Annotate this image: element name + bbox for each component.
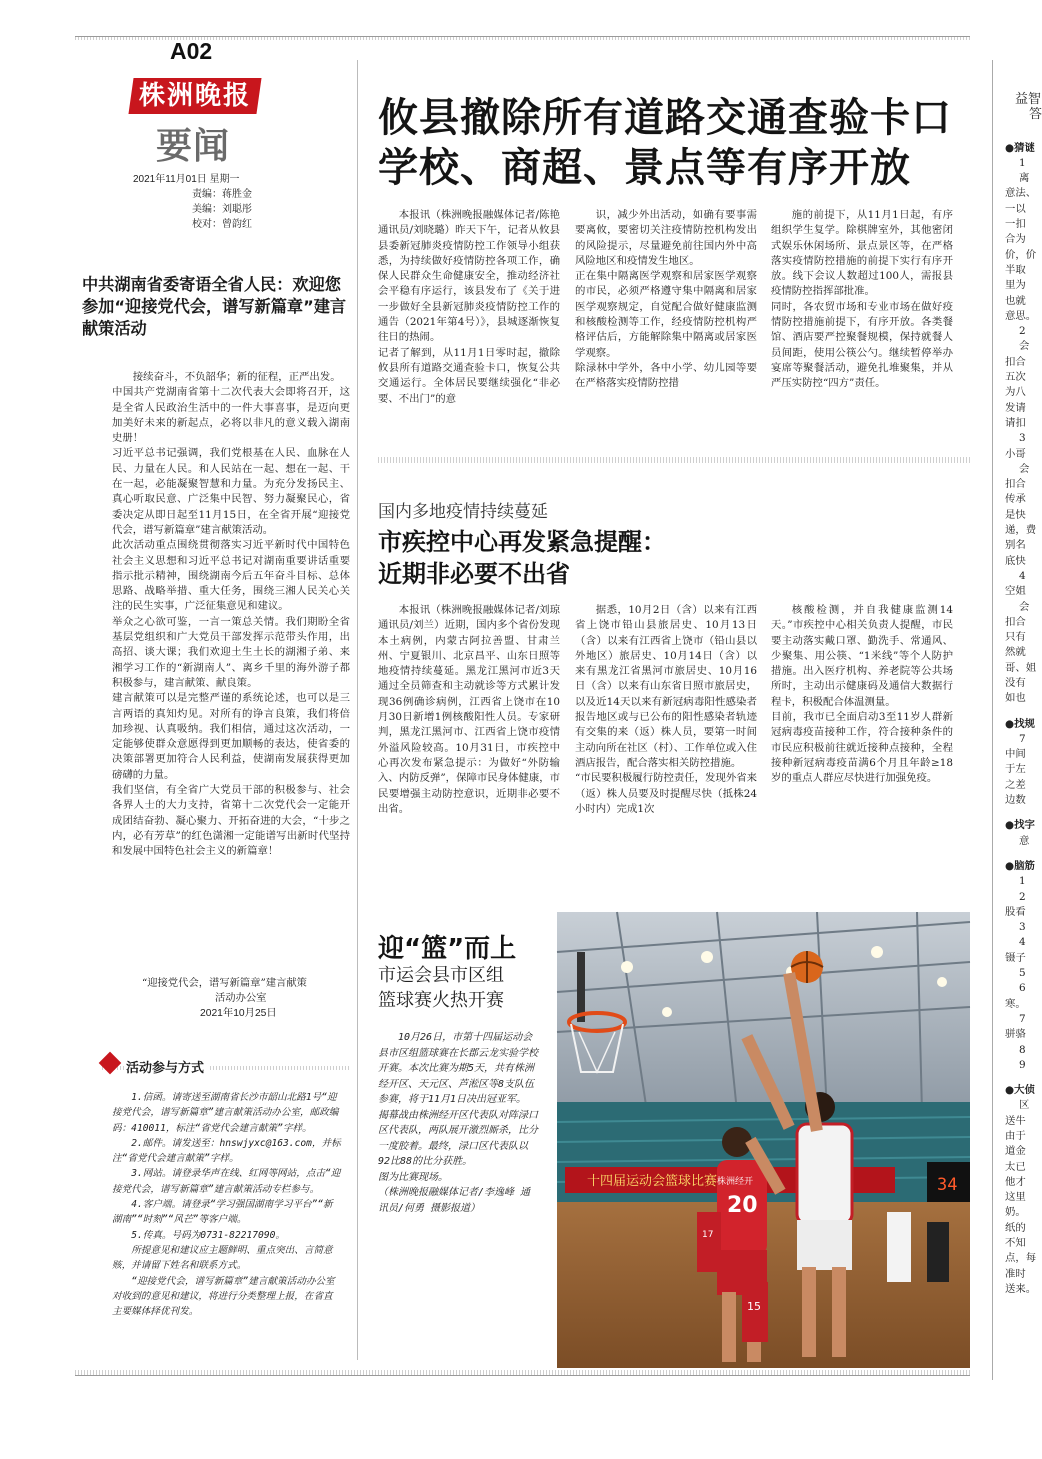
right-line: 没有 [1005, 676, 1026, 689]
right-line: 5 [1019, 967, 1026, 980]
cdc-text-2: 据悉，10月2日（含）以来有江西省上饶市铅山县旅居史、10月13日（含）以来有江西省上饶市（铅山县以外地区）旅居史、10月14日（含）以来有黑龙江省黑河市旅居史、10月16日（含）以来有山东省日照市旅居史，以及近14天以来有新冠病毒阳性感染者报告地区或与已公布的阳性感染者轨迹有交集的来（返）株人员，要第一时间主动向所在社区（村）、工作单位或入住酒店报告，配合落实相关防控措施。 “市民要积极履行防控责任，发现外省来（返）株人员要及时提醒尽快（抵株24小时内）完成1次 [575, 604, 757, 815]
cdc-col-1 [378, 603, 560, 863]
left-headline: 中共湖南省委寄语全省人民：欢迎您参加“迎接党代会，谱写新篇章”建言献策活动 [82, 275, 347, 338]
right-bullet-3: ●找字 [1005, 819, 1035, 832]
photo-scoreboard: 34 [937, 1175, 958, 1195]
right-line: 区 [1019, 1099, 1030, 1112]
right-line: 8 [1019, 1043, 1026, 1056]
basketball-subhead-2: 篮球赛火热开赛 [378, 990, 504, 1011]
right-line: 合为 [1005, 233, 1026, 246]
right-line: 不知 [1005, 1237, 1026, 1250]
right-line: 一以 [1005, 202, 1026, 215]
right-line: 准时 [1005, 1267, 1026, 1280]
cdc-text-3: 核酸检测，并自我健康监测14天。”市疾控中心相关负责人提醒，市民要主动落实戴口罩、勤洗手、常通风、少聚集、用公筷、“1米线”等个人防护措施。出入医疗机构、养老院等公共场所时，主动出示健康码及通信大数据行程卡，积极配合体温测量。 目前，我市已全面启动3至11岁人群新冠病毒疫苗接种工作，符合接种条件的市民应积极前往就近接种点接种，全程接种新冠病毒疫苗满6个月且年龄≥18岁的重点人群应尽快进行加强免疫。 [771, 604, 953, 785]
right-line: 他才 [1005, 1175, 1026, 1188]
photo-jersey-red-3: 15 [747, 1300, 761, 1313]
right-line: 寒。 [1005, 997, 1026, 1010]
right-line: 边数 [1005, 794, 1026, 807]
activity-item-3: 3.网站。请登录华声在线、红网等网站，点击“迎接党代会，谱写新篇章”建言献策活动专栏参与。 [112, 1168, 341, 1195]
basketball-credit: （株洲晚报融媒体记者/李逸峰 通讯员/何勇 摄影报道） [378, 1187, 531, 1214]
right-line: 2 [1019, 325, 1026, 338]
right-line: 中间 [1005, 748, 1026, 761]
lead-col-3 [771, 208, 953, 428]
right-line: 价，价 [1005, 248, 1037, 261]
right-line: 4 [1019, 936, 1026, 949]
right-line: 一扣 [1005, 218, 1026, 231]
right-line: 4 [1019, 569, 1026, 582]
proofreader: 校对：曾韵红 [192, 219, 252, 230]
right-line: 骈骆 [1005, 1028, 1026, 1041]
left-body-text: 接续奋斗，不负韶华；新的征程，正严出发。 中国共产党湖南省第十二次代表大会即将召开，这是全省人民政治生活中的一件大事喜事，是迈向更加美好未来的新起点，必将以非凡的意义载入湖南史册！ 习近平总书记强调，我们党根基在人民、血脉在人民、力量在人民。和人民站在一起、想在一起、干在一起，必能凝聚智慧和力量。为充分发扬民主、真心听取民意、广泛集中民智、努力凝聚民心，省委决定从即日起至11月15日，在全省开展“迎接党代会，谱写新篇章”建言献策活动。 此次活动重点围绕贯彻落实习近平新时代中国特色社会主义思想和习近平总书记对湖南重要讲话重要指示批示精神，围绕湖南今后五年奋斗目标、总体思路、战略举措、重大任务，围绕三湘人民关心关注的民生实事，广泛征集意见和建议。 举众之心欲可鉴，一言一策总关情。我们期盼全省基层党组织和广大党员干部发挥示范带头作用，出高招、谈大课；我们欢迎土生土长的湖湘子弟、来湘学习工作的“新湖南人”、离乡千里的海外游子都积极参与，建言献策、献良策。 建言献策可以是完整严谨的系统论述，也可以是三言两语的真知灼见。对所有的诤言良策，我们将倍加珍视、认真吸纳。我们相信，通过这次活动，一定能够使群众意愿得到更加顺畅的表达，使省委的决策部署更加符合人民利益，使湖南发展获得更加磅礴的力量。 我们坚信，有全省广大党员干部的积极参与、社会各界人士的大力支持，省第十二次党代会一定能开成团结奋勃、凝心聚力、开拓奋进的大会，“十步之内，必有芳草”的红色潇湘一定能谱写出新时代坚持和发展中国特色社会主义的新篇章！ [112, 371, 350, 858]
paper-logo [128, 78, 261, 114]
right-line: 如也 [1005, 692, 1026, 705]
right-line: 1 [1019, 156, 1026, 169]
top-rule-line [75, 36, 970, 37]
right-line: 扣合 [1005, 615, 1026, 628]
right-top-2: 答 [1029, 107, 1042, 123]
photo-jersey-red-2: 17 [702, 1230, 714, 1240]
right-top-1: 益智 [1015, 92, 1042, 107]
basketball-text: 10月26日，市第十四届运动会县市区组篮球赛在长郡云龙实验学校开赛。本次比赛为期5天，共有株洲经开区、天元区、芦淞区等8支队伍参赛，将于11月1日决出冠亚军。 揭幕战由株洲经开区代表队对阵渌口区代表队，两队展开激烈厮杀，比分一度胶着。最终，渌口区代表队以92比88的比分获胜。 图为比赛现场。 [378, 1032, 538, 1183]
right-line: 也就 [1005, 294, 1026, 307]
right-line: 会 [1019, 340, 1030, 353]
left-body [112, 370, 350, 972]
left-signature-1: “迎接党代会，谱写新篇章”建言献策 [142, 977, 307, 989]
right-line: 于左 [1005, 763, 1026, 776]
right-line: 别名 [1005, 539, 1026, 552]
lead-col-1 [378, 208, 560, 428]
activity-item-1: 1.信函。请寄送至湖南省长沙市韶山北路1号“迎接党代会，谱写新篇章”建言献策活动办公室，邮政编码：410011，标注“省党代会建言献策”字样。 [112, 1092, 339, 1134]
right-line: 3 [1019, 921, 1026, 934]
photo-jersey-red: 20 [727, 1193, 758, 1218]
right-line: 意 [1019, 834, 1030, 847]
lead-text-1: 本报讯（株洲晚报融媒体记者/陈艳 通讯员/刘晓璐）昨天下午，记者从攸县县委新冠肺炎疫情防控工作领导小组获悉，为持续做好疫情防控各项工作，确保人民群众生命健康安全，推动经济社会平稳有序运行，该县发布了《关于进一步做好全县新冠肺炎疫情防控工作的通告（2021年第4号）》，县城逐渐恢复往日的热闹。 记者了解到，从11月1日零时起，撤除攸县所有道路交通查验卡口，恢复公共交通运行。全体居民要继续强化“非必要、不出门”的意 [378, 209, 560, 405]
right-line: 是快 [1005, 508, 1026, 521]
right-line: 发请 [1005, 401, 1026, 414]
activity-item-7: “迎接党代会，谱写新篇章”建言献策活动办公室对收到的意见和建议，将进行分类整理上报，在省直主要媒体择优刊发。 [112, 1275, 335, 1318]
right-line: 里为 [1005, 279, 1026, 292]
art-editor: 美编：刘聪彤 [192, 204, 252, 215]
editor: 责编：蒋胜金 [192, 189, 252, 200]
date-line: 2021年11月01日 星期一 [133, 174, 240, 185]
right-line: 道金 [1005, 1145, 1026, 1158]
activity-items [112, 1090, 342, 1319]
section-rule [378, 457, 970, 463]
right-line: 这里 [1005, 1191, 1026, 1204]
right-line: 意思。 [1005, 309, 1037, 322]
page-number: A02 [170, 38, 213, 64]
basketball-caption [378, 1030, 538, 1290]
right-line: 6 [1019, 982, 1026, 995]
right-line: 镊子 [1005, 951, 1026, 964]
right-line: 会 [1019, 462, 1030, 475]
right-bullet-5: ●大侦 [1005, 1084, 1035, 1097]
right-line: 太已 [1005, 1160, 1026, 1173]
lead-col-2 [575, 208, 757, 428]
right-line: 送牛 [1005, 1114, 1026, 1127]
cdc-col-3 [771, 603, 953, 863]
section-name: 要闻 [156, 125, 231, 167]
right-line: 会 [1019, 600, 1030, 613]
right-strip-border [992, 60, 993, 1380]
right-line: 递，费 [1005, 524, 1037, 537]
activity-title: 活动参与方式 [126, 1057, 210, 1076]
photo-jersey-red-team: 株洲经开 [717, 1177, 754, 1187]
cdc-text-1: 本报讯（株洲晚报融媒体记者/刘琼 通讯员/刘兰）近期，国内多个省份发现本土病例，内蒙古阿拉善盟、甘肃兰州、宁夏银川、北京昌平、山东日照等地疫情持续蔓延。黑龙江黑河市近3天通过全员筛查和主动就诊等方式累计发现36例确诊病例，江西省上饶市在10月30日新增1例核酸阳性人员。专家研判，黑龙江黑河市、江西省上饶市疫情外溢风险较高。10月31日，市疾控中心再次发布紧急提示：为做好“外防输入、内防反弹”，保障市民身体健康，市民要增强主动防控意识，近期非必要不出省。 [378, 604, 560, 815]
right-line: 纸的 [1005, 1221, 1026, 1234]
activity-box [102, 1040, 350, 1365]
right-line: 离 [1019, 172, 1030, 185]
right-line: 2 [1019, 890, 1026, 903]
right-line: 由于 [1005, 1130, 1026, 1142]
bottom-rule-line [75, 1375, 970, 1376]
right-line: 请扣 [1005, 416, 1026, 429]
column-divider [357, 60, 358, 1360]
cdc-col-2 [575, 603, 757, 863]
right-line: 小哥 [1005, 447, 1026, 460]
right-bullet-2: ●找规 [1005, 717, 1035, 730]
right-line: 只有 [1005, 631, 1026, 644]
right-bullet-1: ●猜谜 [1005, 141, 1035, 154]
cdc-kicker: 国内多地疫情持续蔓延 [378, 502, 548, 522]
photo-banner-text: 十四届运动会篮球比赛 [587, 1174, 718, 1189]
lead-headline-line2: 学校、商超、景点等有序开放 [378, 145, 911, 191]
activity-item-2: 2.邮件。请发送至：hnswjyxc@163.com，并标注“省党代会建言献策”字样。 [112, 1137, 341, 1165]
right-line: 空姐 [1005, 585, 1026, 598]
right-line: 五次 [1005, 371, 1026, 384]
right-line: 然就 [1005, 646, 1026, 659]
right-line: 股看 [1005, 905, 1026, 918]
right-line: 9 [1019, 1058, 1026, 1071]
right-line: 点，每 [1005, 1252, 1037, 1265]
paper-name: 株洲晚报 [138, 81, 251, 111]
activity-item-5: 5.传真。号码为0731-82217090。 [131, 1229, 285, 1241]
basketball-subhead-1: 市运会县市区组 [378, 965, 504, 986]
right-line: 传承 [1005, 493, 1026, 506]
right-line: 送来。 [1005, 1282, 1037, 1295]
right-line: 3 [1019, 432, 1026, 445]
cdc-headline-line1: 市疾控中心再发紧急提醒： [378, 528, 666, 556]
right-line: 7 [1019, 732, 1026, 745]
lead-headline-line1: 攸县撤除所有道路交通查验卡口 [378, 95, 952, 141]
right-line: 1 [1019, 875, 1026, 888]
right-strip [1005, 92, 1042, 1362]
right-line: 哥、姐 [1005, 661, 1037, 674]
left-signature-2: 活动办公室 [215, 992, 267, 1004]
right-line: 扣合 [1005, 355, 1026, 368]
cdc-headline-line2: 近期非必要不出省 [378, 560, 570, 588]
basketball-photo-art [557, 912, 970, 1368]
activity-marker-icon [99, 1052, 122, 1075]
right-line: 奶。 [1005, 1206, 1026, 1219]
right-bullet-4: ●脑筋 [1005, 859, 1035, 872]
right-line: 底快 [1005, 554, 1026, 567]
activity-item-4: 4.客户端。请登录“学习强国湖南学习平台”“新湖南”“时刻”“风芒”等客户端。 [112, 1199, 333, 1226]
right-line: 7 [1019, 1012, 1026, 1025]
basketball-photo [557, 912, 970, 1368]
lead-text-2: 识，减少外出活动，如确有要事需要离攸，要密切关注疫情防控机构发出的风险提示，尽量避免前往国内外中高风险地区和疫情发生地区。 正在集中隔离医学观察和居家医学观察的市民，必须严格遵守集中隔离和居家医学观察规定，自觉配合做好健康监测和核酸检测等工作，经疫情防控机构严格评估后，方能解除集中隔离或居家医学观察。 除渌林中学外，各中小学、幼儿园等要在严格落实疫情防控措 [575, 209, 757, 390]
basketball-headline: 迎“篮”而上 [378, 934, 517, 964]
right-line: 为八 [1005, 386, 1026, 399]
right-line: 之差 [1005, 778, 1026, 791]
lead-text-3: 施的前提下，从11月1日起，有序组织学生复学。除棋牌室外，其他密闭式娱乐休闲场所、景点景区等，在严格落实疫情防控措施的前提下实行有序开放。线下会议人数超过100人，需报县疫情防控指挥部批准。 同时，各农贸市场和专业市场在做好疫情防控措施前提下，有序开放。各类餐馆、酒店要严控聚餐规模，保持就餐人员间距，使用公筷公勺。继续暂停举办宴席等聚餐活动，避免扎堆聚集，并从严压实防控“四方”责任。 [771, 209, 953, 390]
activity-item-6: 所提意见和建议应主题鲜明、重点突出、言简意赅，并请留下姓名和联系方式。 [112, 1244, 333, 1272]
right-line: 扣合 [1005, 478, 1026, 491]
left-signature-date: 2021年10月25日 [200, 1008, 277, 1019]
right-line: 半取 [1005, 263, 1026, 276]
right-line: 意法、 [1005, 187, 1037, 200]
